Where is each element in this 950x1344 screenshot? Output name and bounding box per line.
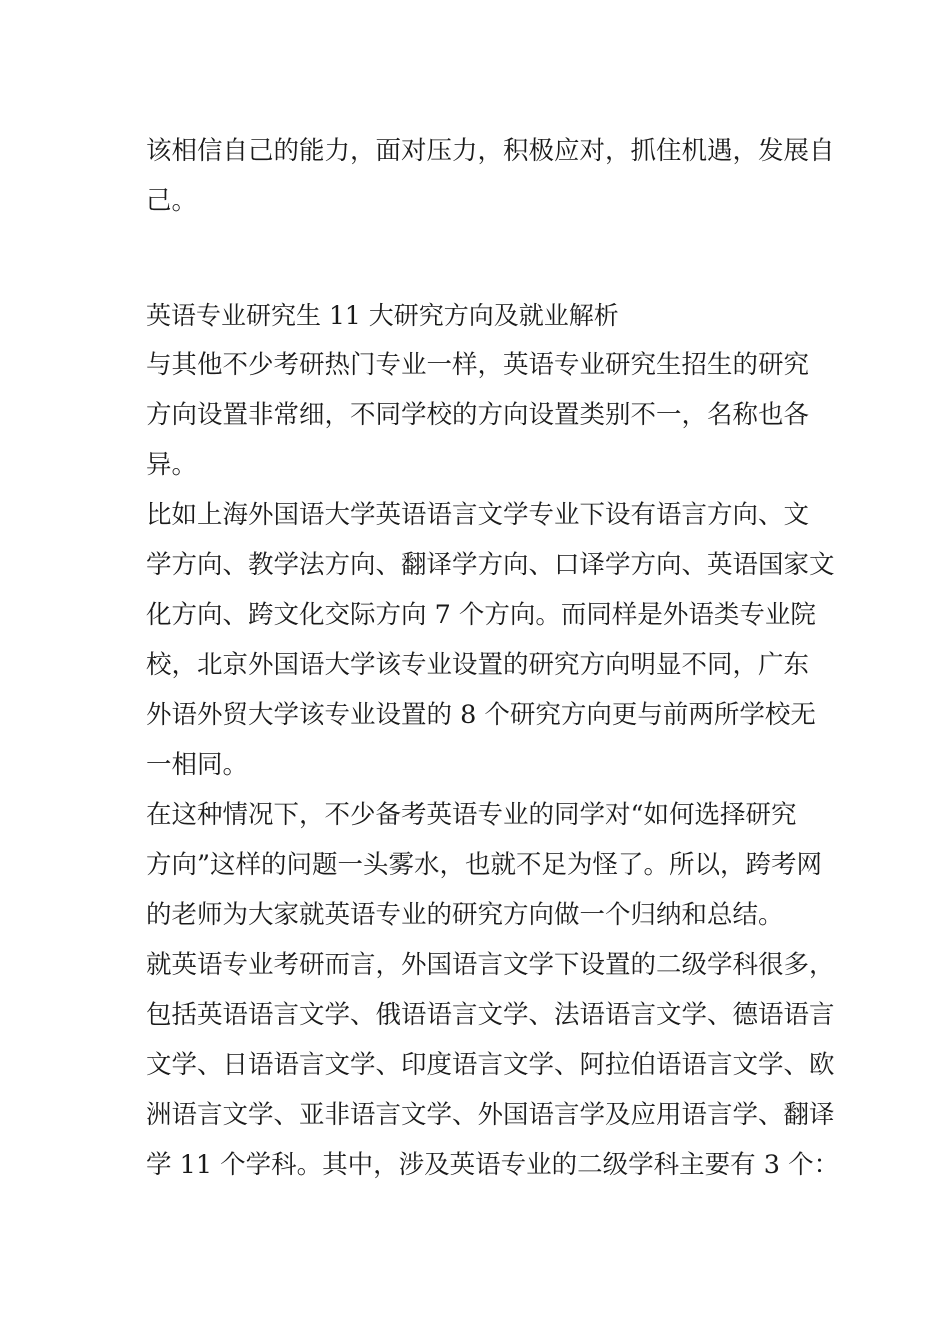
body-line: 方向设置非常细，不同学校的方向设置类别不一，名称也各 <box>146 400 810 430</box>
body-line: 文学、日语语言文学、印度语言文学、阿拉伯语语言文学、欧 <box>146 1050 835 1080</box>
body-line: 的老师为大家就英语专业的研究方向做一个归纳和总结。 <box>146 900 784 930</box>
article-body <box>146 340 840 1190</box>
article-title: 英语专业研究生 11 大研究方向及就业解析 <box>146 301 619 330</box>
paragraph-line: 己。 <box>146 186 198 216</box>
body-line: 与其他不少考研热门专业一样，英语专业研究生招生的研究 <box>146 350 810 380</box>
body-line: 就英语专业考研而言，外国语言文学下设置的二级学科很多， <box>146 950 835 980</box>
body-line: 包括英语语言文学、俄语语言文学、法语语言文学、德语语言 <box>146 1000 835 1030</box>
body-line: 异。 <box>146 450 198 480</box>
body-line: 在这种情况下，不少备考英语专业的同学对“如何选择研究 <box>146 800 797 830</box>
body-line: 学方向、教学法方向、翻译学方向、口译学方向、英语国家文 <box>146 550 835 580</box>
body-line: 化方向、跨文化交际方向 7 个方向。而同样是外语类专业院 <box>146 600 816 630</box>
body-line: 洲语言文学、亚非语言文学、外国语言学及应用语言学、翻译 <box>146 1100 835 1130</box>
body-line: 外语外贸大学该专业设置的 8 个研究方向更与前两所学校无 <box>146 700 816 730</box>
body-line: 学 11 个学科。其中，涉及英语专业的二级学科主要有 3 个： <box>146 1150 840 1180</box>
body-line: 方向”这样的问题一头雾水，也就不足为怪了。所以，跨考网 <box>146 850 823 880</box>
body-line: 一相同。 <box>146 750 249 780</box>
article-title-block <box>146 291 816 341</box>
body-line: 校，北京外国语大学该专业设置的研究方向明显不同，广东 <box>146 650 810 680</box>
body-line: 比如上海外国语大学英语语言文学专业下设有语言方向、文 <box>146 500 810 530</box>
top-paragraph <box>146 126 835 226</box>
paragraph-line: 该相信自己的能力，面对压力，积极应对，抓住机遇，发展自 <box>146 136 835 166</box>
